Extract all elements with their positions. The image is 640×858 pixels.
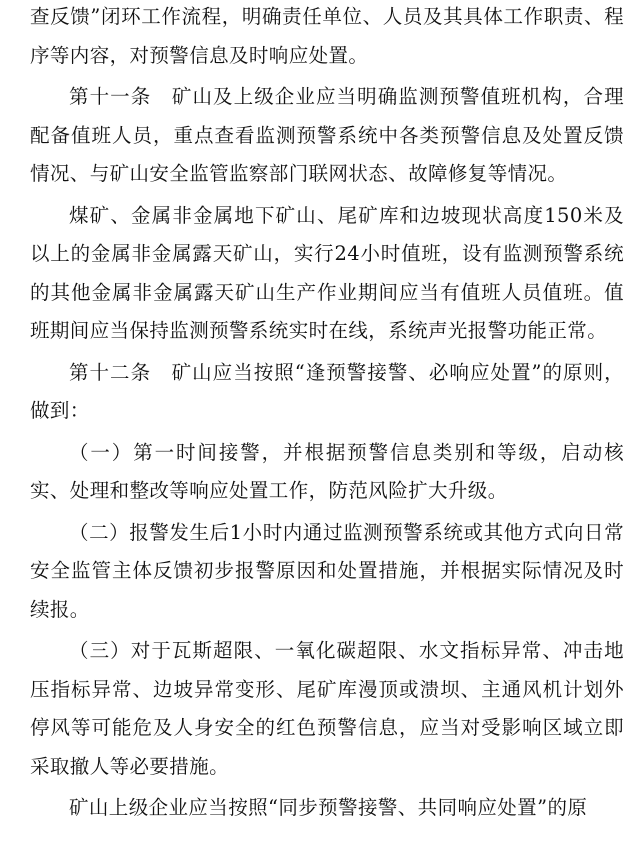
paragraph-item-1: （一）第一时间接警，并根据预警信息类别和等级，启动核实、处理和整改等响应处置工作，防范风险扩大升级。 bbox=[30, 440, 624, 502]
paragraph-upper-enterprise: 矿山上级企业应当按照“同步预警接警、共同响应处置”的原 bbox=[69, 796, 588, 819]
paragraph-item-2: （二）报警发生后1小时内通过监测预警系统或其他方式向日常安全监管主体反馈初步报警原因和处置措施，并根据实际情况及时续报。 bbox=[30, 520, 624, 621]
paragraph-item-3: （三）对于瓦斯超限、一氧化碳超限、水文指标异常、冲击地压指标异常、边坡异常变形、尾矿库漫顶或溃坝、主通风机计划外停风等可能危及人身安全的红色预警信息，应当对受影响区域立即采取撤人等必要措施。 bbox=[30, 639, 624, 778]
paragraph-article-12: 第十二条 矿山应当按照“逢预警接警、必响应处置”的原则，做到： bbox=[30, 360, 624, 422]
paragraph-continued: 查反馈”闭环工作流程，明确责任单位、人员及其具体工作职责、程序等内容，对预警信息及时响应处置。 bbox=[30, 5, 624, 67]
paragraph-duty-requirements: 煤矿、金属非金属地下矿山、尾矿库和边坡现状高度150米及以上的金属非金属露天矿山，实行24小时值班，设有监测预警系统的其他金属非金属露天矿山生产作业期间应当有值班人员值班。值班期间应当保持监测预警系统实时在线，系统声光报警功能正常。 bbox=[30, 203, 624, 342]
paragraph-article-11: 第十一条 矿山及上级企业应当明确监测预警值班机构，合理配备值班人员，重点查看监测预警系统中各类预警信息及处置反馈情况、与矿山安全监管监察部门联网状态、故障修复等情况。 bbox=[30, 85, 624, 185]
